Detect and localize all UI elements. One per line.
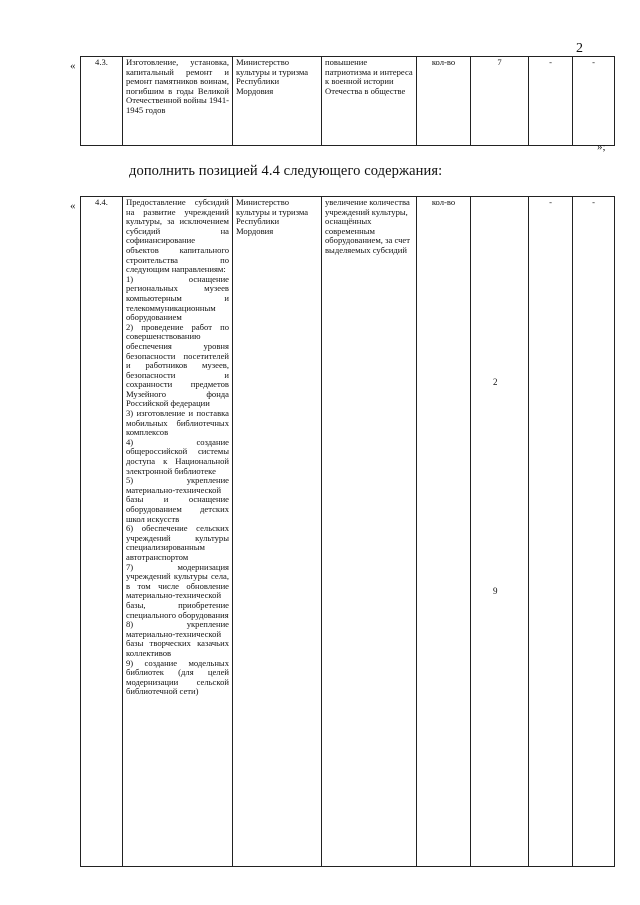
direction-item: 8) укрепление материально-технической базы творческих казачьих коллективов	[126, 619, 229, 658]
value-2023	[471, 197, 529, 867]
value-2024: -	[529, 57, 573, 146]
measure-name: Изготовление, установка, капитальный ремонт и ремонт памятников воинам, погибшим в годы Великой Отечественной войны 1941-1945 годов	[123, 57, 233, 146]
direction-item: 3) изготовление и поставка мобильных библиотечных комплексов	[126, 408, 229, 438]
close-quote: »;	[597, 141, 606, 153]
direction-item: 2) проведение работ по совершенствованию обеспечения уровня безопасности посетителей и работников музеев, безопасности и сохранности предметов Музейного фонда Российской федерации	[126, 321, 229, 409]
direction-item: 6) обеспечение сельских учреждений культуры специализированным автотранспортом	[126, 523, 229, 562]
table-row-4-3	[80, 56, 615, 146]
value-direction-5: 9	[493, 586, 498, 596]
direction-item: 7) модернизация учреждений культуры села, в том числе обновление материально-технической базы, приобретение специального оборудования	[126, 561, 229, 620]
direction-item: 9) создание модельных библиотек (для целей модернизации сельской библиотечной сети)	[126, 657, 229, 697]
open-quote-1: «	[70, 60, 76, 72]
value-2024: -	[529, 197, 573, 867]
page-number: 2	[576, 41, 583, 56]
executor: Министерство культуры и туризма Республики Мордовия	[233, 57, 322, 146]
executor: Министерство культуры и туризма Республики Мордовия	[233, 197, 322, 867]
open-quote-2: «	[70, 200, 76, 212]
amendment-intro: дополнить позицией 4.4 следующего содержания:	[129, 163, 443, 179]
unit: кол-во	[417, 197, 471, 867]
result: повышение патриотизма и интереса к военной истории Отечества в обществе	[322, 57, 417, 146]
direction-item: 5) укрепление материально-технической базы и оснащение оборудованием детских школ искусств	[126, 475, 229, 524]
table-row-4-4	[80, 196, 615, 867]
measure-name	[123, 197, 233, 867]
value-2025: -	[573, 57, 615, 146]
direction-item: 1) оснащение региональных музеев компьютерным и телекоммуникационным оборудованием	[126, 273, 229, 323]
row-number: 4.4.	[81, 197, 123, 867]
value-2023: 7	[471, 57, 529, 146]
direction-item: 4) создание общероссийской системы доступа к Национальной электронной библиотеке	[126, 436, 229, 476]
row-number: 4.3.	[81, 57, 123, 146]
unit: кол-во	[417, 57, 471, 146]
value-2025: -	[573, 197, 615, 867]
result: увеличение количества учреждений культуры, оснащённых современным оборудованием, за счет выделяемых субсидий	[322, 197, 417, 867]
value-direction-2: 2	[493, 377, 498, 387]
measure-intro: Предоставление субсидий на развитие учреждений культуры, за исключением субсидий на софинансирование объектов капитального строительства по следующим направлениям:	[126, 197, 229, 275]
